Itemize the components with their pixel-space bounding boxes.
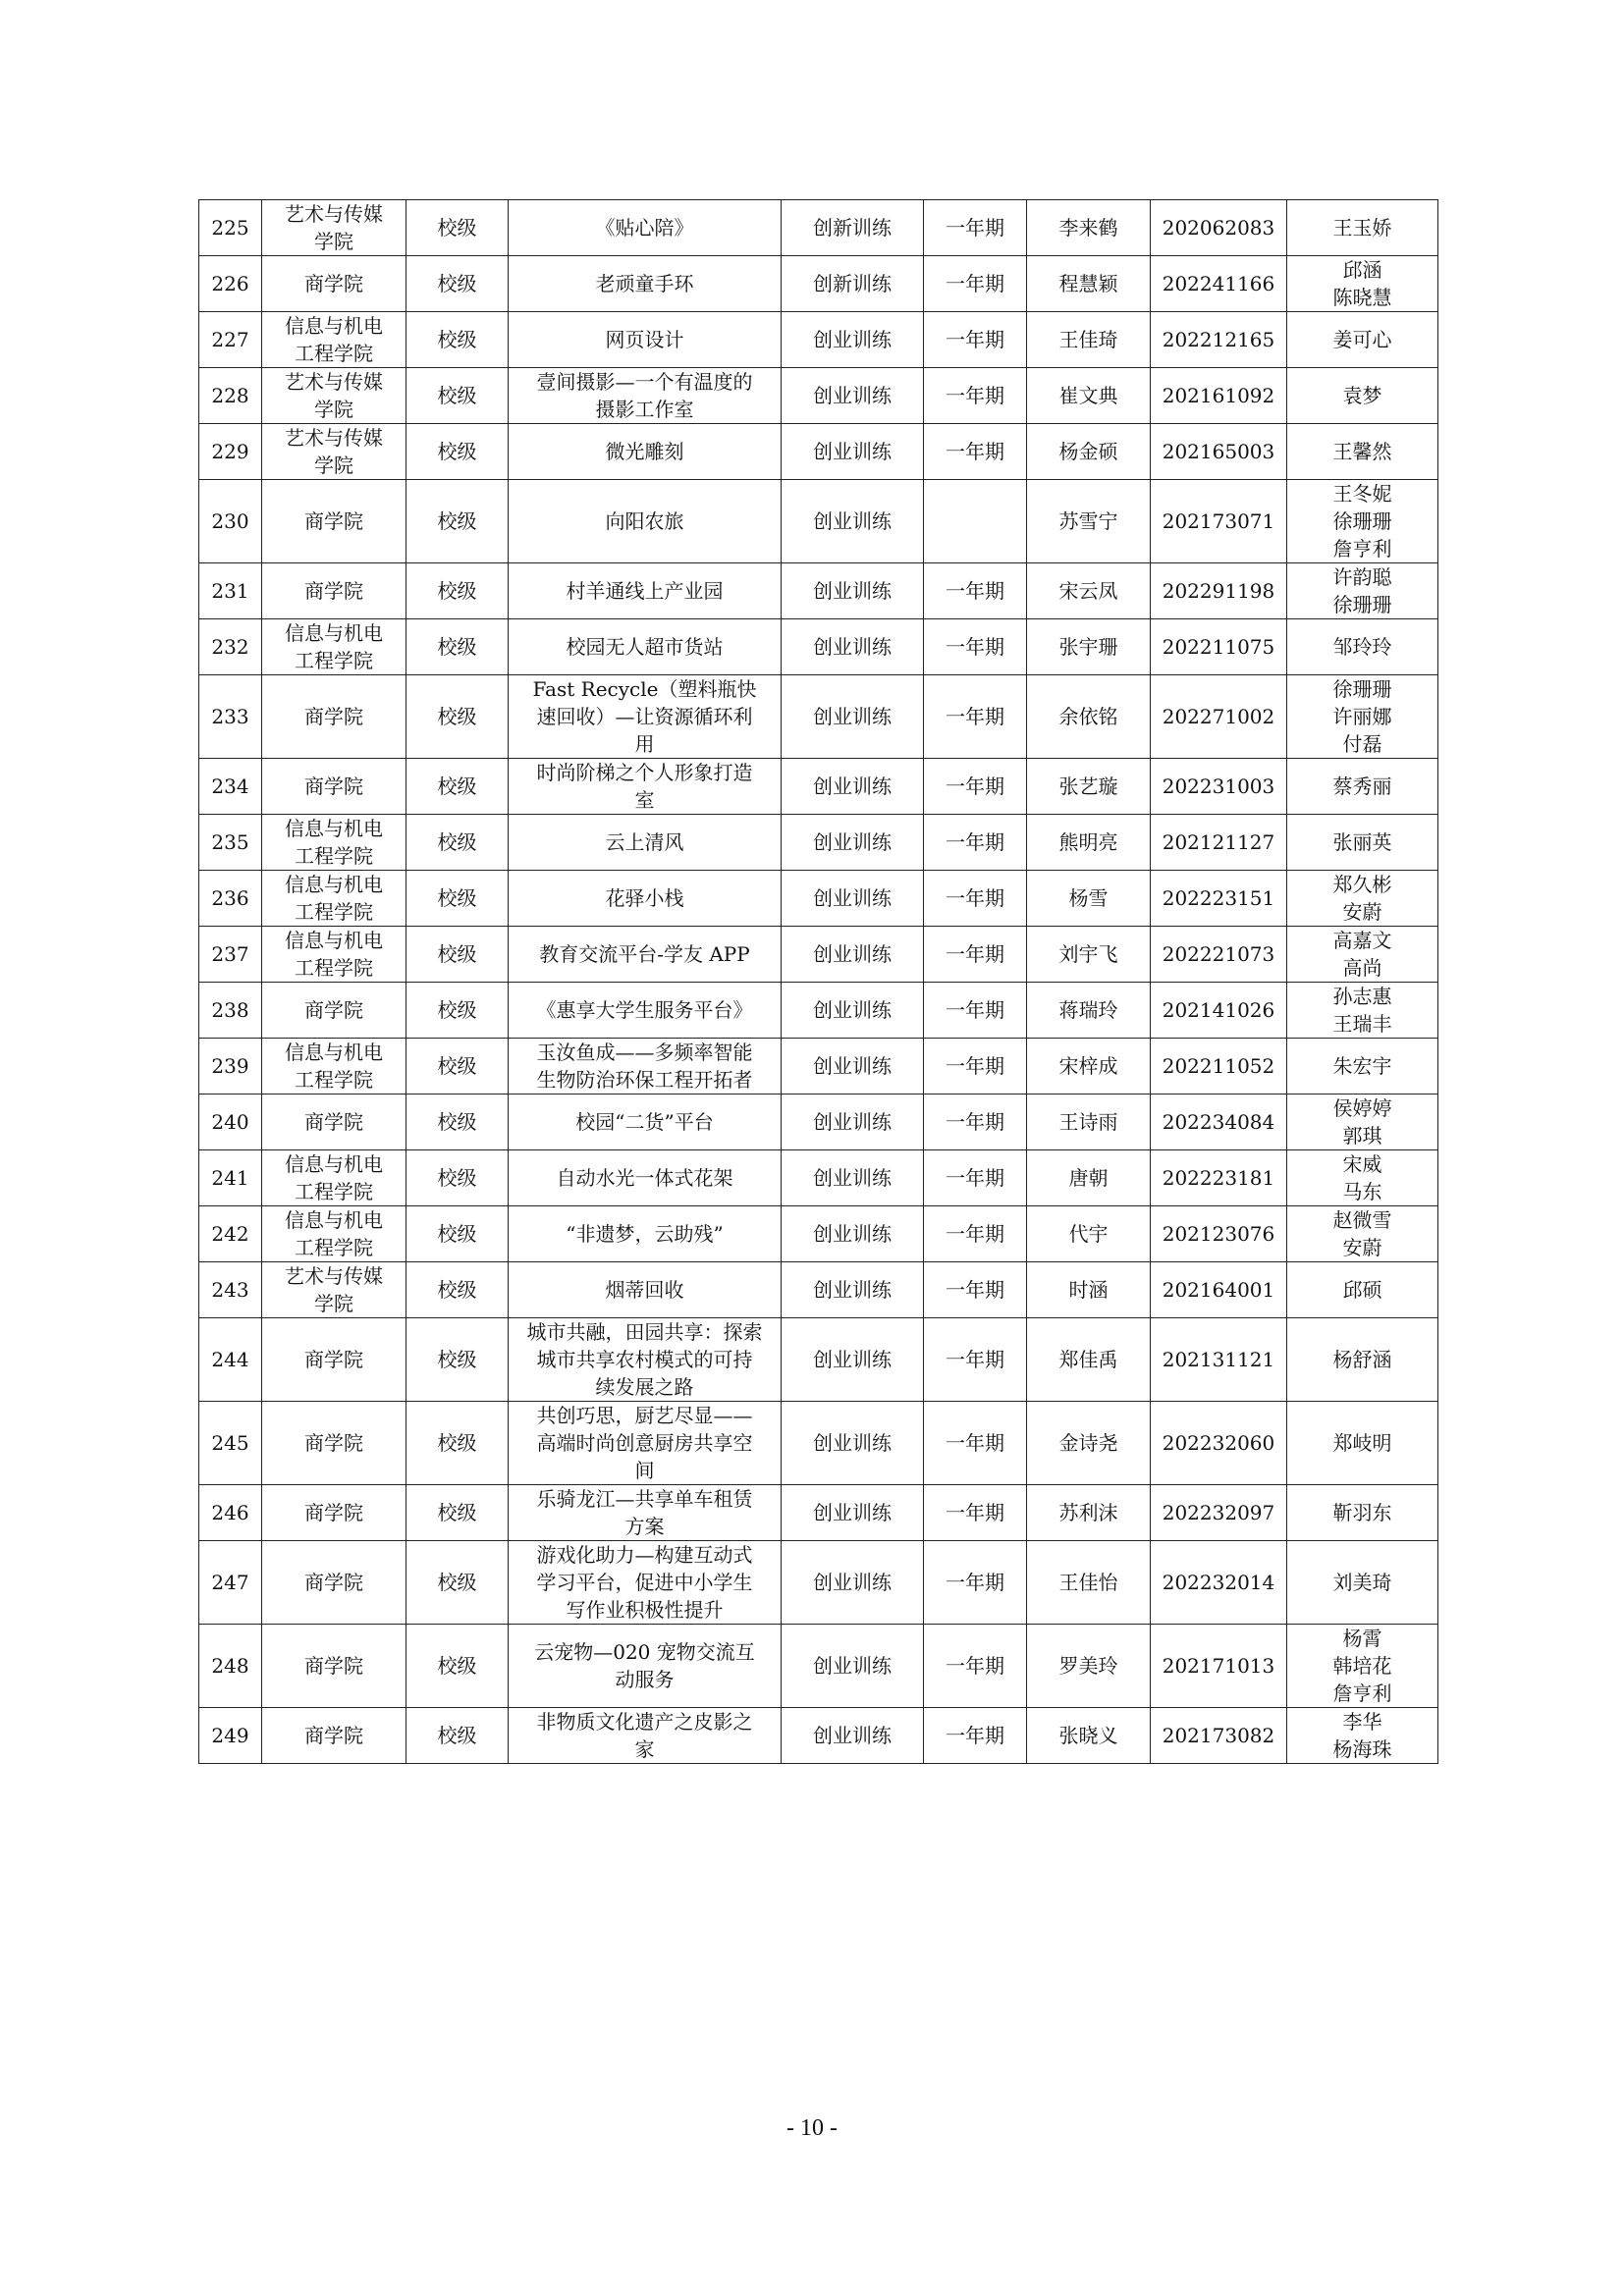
level-cell: 校级: [406, 759, 509, 815]
leader-cell: 郑佳禹: [1027, 1318, 1151, 1402]
table-row: [199, 871, 1438, 927]
college-cell: 艺术与传媒 学院: [262, 424, 406, 480]
level-cell: 校级: [406, 1150, 509, 1206]
student-id-cell: 202221073: [1151, 927, 1287, 983]
period-cell: 一年期: [924, 1095, 1027, 1150]
student-id-cell: 202291198: [1151, 563, 1287, 619]
college-cell: 艺术与传媒 学院: [262, 1262, 406, 1318]
table-row: [199, 619, 1438, 675]
level-cell: 校级: [406, 927, 509, 983]
project-name-cell: 花驿小栈: [509, 871, 782, 927]
college-cell: 商学院: [262, 1541, 406, 1625]
training-type-cell: 创业训练: [782, 480, 924, 563]
college-cell: 商学院: [262, 1708, 406, 1764]
row-number-cell: 237: [199, 927, 262, 983]
student-id-cell: 202234084: [1151, 1095, 1287, 1150]
members-cell: 袁梦: [1287, 368, 1438, 424]
leader-cell: 王佳怡: [1027, 1541, 1151, 1625]
college-cell: 商学院: [262, 759, 406, 815]
level-cell: 校级: [406, 424, 509, 480]
project-name-cell: 校园无人超市货站: [509, 619, 782, 675]
student-id-cell: 202164001: [1151, 1262, 1287, 1318]
period-cell: 一年期: [924, 815, 1027, 871]
row-number-cell: 230: [199, 480, 262, 563]
row-number-cell: 227: [199, 312, 262, 368]
level-cell: 校级: [406, 480, 509, 563]
period-cell: 一年期: [924, 1262, 1027, 1318]
members-cell: 靳羽东: [1287, 1485, 1438, 1541]
leader-cell: 李来鹤: [1027, 200, 1151, 256]
student-id-cell: 202123076: [1151, 1206, 1287, 1262]
period-cell: 一年期: [924, 368, 1027, 424]
period-cell: 一年期: [924, 927, 1027, 983]
table-row: [199, 1402, 1438, 1485]
level-cell: 校级: [406, 1625, 509, 1708]
student-id-cell: 202173071: [1151, 480, 1287, 563]
row-number-cell: 247: [199, 1541, 262, 1625]
period-cell: 一年期: [924, 1402, 1027, 1485]
row-number-cell: 243: [199, 1262, 262, 1318]
college-cell: 信息与机电 工程学院: [262, 1206, 406, 1262]
level-cell: 校级: [406, 815, 509, 871]
training-type-cell: 创业训练: [782, 424, 924, 480]
leader-cell: 苏利沫: [1027, 1485, 1151, 1541]
period-cell: 一年期: [924, 871, 1027, 927]
members-cell: 高嘉文 高尚: [1287, 927, 1438, 983]
project-name-cell: Fast Recycle（塑料瓶快 速回收）—让资源循环利 用: [509, 675, 782, 759]
table-row: [199, 480, 1438, 563]
period-cell: 一年期: [924, 1150, 1027, 1206]
table-row: [199, 1039, 1438, 1095]
leader-cell: 唐朝: [1027, 1150, 1151, 1206]
training-type-cell: 创业训练: [782, 368, 924, 424]
college-cell: 信息与机电 工程学院: [262, 1150, 406, 1206]
level-cell: 校级: [406, 1039, 509, 1095]
level-cell: 校级: [406, 1262, 509, 1318]
leader-cell: 代宇: [1027, 1206, 1151, 1262]
level-cell: 校级: [406, 983, 509, 1039]
project-name-cell: “非遗梦，云助残”: [509, 1206, 782, 1262]
period-cell: 一年期: [924, 256, 1027, 312]
row-number-cell: 236: [199, 871, 262, 927]
level-cell: 校级: [406, 563, 509, 619]
leader-cell: 王佳琦: [1027, 312, 1151, 368]
college-cell: 艺术与传媒 学院: [262, 368, 406, 424]
student-id-cell: 202062083: [1151, 200, 1287, 256]
row-number-cell: 232: [199, 619, 262, 675]
training-type-cell: 创业训练: [782, 675, 924, 759]
college-cell: 艺术与传媒 学院: [262, 200, 406, 256]
row-number-cell: 248: [199, 1625, 262, 1708]
training-type-cell: 创业训练: [782, 563, 924, 619]
level-cell: 校级: [406, 1485, 509, 1541]
college-cell: 商学院: [262, 563, 406, 619]
members-cell: 王馨然: [1287, 424, 1438, 480]
period-cell: 一年期: [924, 200, 1027, 256]
student-id-cell: 202271002: [1151, 675, 1287, 759]
leader-cell: 余依铭: [1027, 675, 1151, 759]
training-type-cell: 创新训练: [782, 256, 924, 312]
members-cell: 朱宏宇: [1287, 1039, 1438, 1095]
college-cell: 信息与机电 工程学院: [262, 871, 406, 927]
leader-cell: 张宇珊: [1027, 619, 1151, 675]
level-cell: 校级: [406, 256, 509, 312]
members-cell: 侯婷婷 郭琪: [1287, 1095, 1438, 1150]
period-cell: 一年期: [924, 312, 1027, 368]
project-name-cell: 村羊通线上产业园: [509, 563, 782, 619]
level-cell: 校级: [406, 619, 509, 675]
table-row: [199, 1708, 1438, 1764]
college-cell: 商学院: [262, 480, 406, 563]
leader-cell: 苏雪宁: [1027, 480, 1151, 563]
table-row: [199, 1150, 1438, 1206]
project-name-cell: 《贴心陪》: [509, 200, 782, 256]
row-number-cell: 229: [199, 424, 262, 480]
period-cell: 一年期: [924, 1708, 1027, 1764]
college-cell: 商学院: [262, 256, 406, 312]
college-cell: 商学院: [262, 1318, 406, 1402]
level-cell: 校级: [406, 312, 509, 368]
project-name-cell: 游戏化助力—构建互动式 学习平台，促进中小学生 写作业积极性提升: [509, 1541, 782, 1625]
table-row: [199, 675, 1438, 759]
college-cell: 商学院: [262, 983, 406, 1039]
training-type-cell: 创业训练: [782, 1625, 924, 1708]
training-type-cell: 创业训练: [782, 1318, 924, 1402]
training-type-cell: 创业训练: [782, 815, 924, 871]
members-cell: 杨舒涵: [1287, 1318, 1438, 1402]
leader-cell: 金诗尧: [1027, 1402, 1151, 1485]
table-row: [199, 1541, 1438, 1625]
row-number-cell: 241: [199, 1150, 262, 1206]
training-type-cell: 创业训练: [782, 1039, 924, 1095]
members-cell: 徐珊珊 许丽娜 付磊: [1287, 675, 1438, 759]
members-cell: 邹玲玲: [1287, 619, 1438, 675]
row-number-cell: 239: [199, 1039, 262, 1095]
student-id-cell: 202232097: [1151, 1485, 1287, 1541]
period-cell: 一年期: [924, 619, 1027, 675]
student-id-cell: 202212165: [1151, 312, 1287, 368]
table-row: [199, 256, 1438, 312]
table-row: [199, 1262, 1438, 1318]
members-cell: 杨霄 韩培花 詹亨利: [1287, 1625, 1438, 1708]
college-cell: 商学院: [262, 1402, 406, 1485]
student-id-cell: 202232060: [1151, 1402, 1287, 1485]
project-name-cell: 向阳农旅: [509, 480, 782, 563]
training-type-cell: 创业训练: [782, 759, 924, 815]
college-cell: 商学院: [262, 1625, 406, 1708]
table-row: [199, 759, 1438, 815]
members-cell: 刘美琦: [1287, 1541, 1438, 1625]
project-name-cell: 共创巧思，厨艺尽显—— 高端时尚创意厨房共享空 间: [509, 1402, 782, 1485]
student-id-cell: 202241166: [1151, 256, 1287, 312]
leader-cell: 程慧颖: [1027, 256, 1151, 312]
project-name-cell: 城市共融，田园共享：探索 城市共享农村模式的可持 续发展之路: [509, 1318, 782, 1402]
row-number-cell: 245: [199, 1402, 262, 1485]
period-cell: 一年期: [924, 1318, 1027, 1402]
training-type-cell: 创业训练: [782, 927, 924, 983]
training-type-cell: 创业训练: [782, 1485, 924, 1541]
row-number-cell: 238: [199, 983, 262, 1039]
table-row: [199, 563, 1438, 619]
student-id-cell: 202211052: [1151, 1039, 1287, 1095]
training-type-cell: 创业训练: [782, 312, 924, 368]
college-cell: 商学院: [262, 1485, 406, 1541]
project-name-cell: 微光雕刻: [509, 424, 782, 480]
members-cell: 蔡秀丽: [1287, 759, 1438, 815]
student-id-cell: 202173082: [1151, 1708, 1287, 1764]
student-id-cell: 202131121: [1151, 1318, 1287, 1402]
row-number-cell: 233: [199, 675, 262, 759]
period-cell: 一年期: [924, 759, 1027, 815]
period-cell: 一年期: [924, 1039, 1027, 1095]
period-cell: 一年期: [924, 1625, 1027, 1708]
student-id-cell: 202211075: [1151, 619, 1287, 675]
project-name-cell: 云上清风: [509, 815, 782, 871]
row-number-cell: 226: [199, 256, 262, 312]
period-cell: 一年期: [924, 1485, 1027, 1541]
project-table: [198, 199, 1438, 1764]
row-number-cell: 249: [199, 1708, 262, 1764]
period-cell: [924, 480, 1027, 563]
table-row: [199, 1318, 1438, 1402]
leader-cell: 张艺璇: [1027, 759, 1151, 815]
page-number: - 10 -: [786, 2115, 838, 2141]
period-cell: 一年期: [924, 1541, 1027, 1625]
project-name-cell: 教育交流平台-学友 APP: [509, 927, 782, 983]
training-type-cell: 创业训练: [782, 1095, 924, 1150]
members-cell: 张丽英: [1287, 815, 1438, 871]
table-row: [199, 1206, 1438, 1262]
table-row: [199, 424, 1438, 480]
row-number-cell: 234: [199, 759, 262, 815]
members-cell: 孙志惠 王瑞丰: [1287, 983, 1438, 1039]
training-type-cell: 创新训练: [782, 200, 924, 256]
period-cell: 一年期: [924, 983, 1027, 1039]
leader-cell: 王诗雨: [1027, 1095, 1151, 1150]
student-id-cell: 202232014: [1151, 1541, 1287, 1625]
college-cell: 信息与机电 工程学院: [262, 619, 406, 675]
level-cell: 校级: [406, 1708, 509, 1764]
leader-cell: 杨金硕: [1027, 424, 1151, 480]
training-type-cell: 创业训练: [782, 871, 924, 927]
period-cell: 一年期: [924, 1206, 1027, 1262]
student-id-cell: 202171013: [1151, 1625, 1287, 1708]
project-name-cell: 《惠享大学生服务平台》: [509, 983, 782, 1039]
training-type-cell: 创业训练: [782, 1206, 924, 1262]
leader-cell: 宋梓成: [1027, 1039, 1151, 1095]
college-cell: 商学院: [262, 675, 406, 759]
student-id-cell: 202223151: [1151, 871, 1287, 927]
student-id-cell: 202223181: [1151, 1150, 1287, 1206]
leader-cell: 时涵: [1027, 1262, 1151, 1318]
level-cell: 校级: [406, 1095, 509, 1150]
project-name-cell: 校园“二货”平台: [509, 1095, 782, 1150]
student-id-cell: 202141026: [1151, 983, 1287, 1039]
period-cell: 一年期: [924, 424, 1027, 480]
college-cell: 信息与机电 工程学院: [262, 312, 406, 368]
members-cell: 邱硕: [1287, 1262, 1438, 1318]
project-name-cell: 云宠物—020 宠物交流互 动服务: [509, 1625, 782, 1708]
training-type-cell: 创业训练: [782, 1541, 924, 1625]
college-cell: 信息与机电 工程学院: [262, 1039, 406, 1095]
student-id-cell: 202121127: [1151, 815, 1287, 871]
table-row: [199, 312, 1438, 368]
row-number-cell: 225: [199, 200, 262, 256]
row-number-cell: 240: [199, 1095, 262, 1150]
level-cell: 校级: [406, 1206, 509, 1262]
project-name-cell: 乐骑龙江—共享单车租赁 方案: [509, 1485, 782, 1541]
training-type-cell: 创业训练: [782, 1150, 924, 1206]
leader-cell: 张晓义: [1027, 1708, 1151, 1764]
members-cell: 王冬妮 徐珊珊 詹亨利: [1287, 480, 1438, 563]
training-type-cell: 创业训练: [782, 1262, 924, 1318]
members-cell: 郑久彬 安蔚: [1287, 871, 1438, 927]
row-number-cell: 244: [199, 1318, 262, 1402]
project-name-cell: 非物质文化遗产之皮影之 家: [509, 1708, 782, 1764]
student-id-cell: 202231003: [1151, 759, 1287, 815]
members-cell: 宋威 马东: [1287, 1150, 1438, 1206]
project-name-cell: 自动水光一体式花架: [509, 1150, 782, 1206]
row-number-cell: 246: [199, 1485, 262, 1541]
student-id-cell: 202165003: [1151, 424, 1287, 480]
leader-cell: 蒋瑞玲: [1027, 983, 1151, 1039]
project-name-cell: 壹间摄影—一个有温度的 摄影工作室: [509, 368, 782, 424]
table-row: [199, 368, 1438, 424]
training-type-cell: 创业训练: [782, 619, 924, 675]
training-type-cell: 创业训练: [782, 983, 924, 1039]
training-type-cell: 创业训练: [782, 1708, 924, 1764]
table-row: [199, 1625, 1438, 1708]
level-cell: 校级: [406, 368, 509, 424]
college-cell: 信息与机电 工程学院: [262, 927, 406, 983]
level-cell: 校级: [406, 871, 509, 927]
table-row: [199, 1095, 1438, 1150]
members-cell: 邱涵 陈晓慧: [1287, 256, 1438, 312]
leader-cell: 刘宇飞: [1027, 927, 1151, 983]
project-name-cell: 时尚阶梯之个人形象打造 室: [509, 759, 782, 815]
college-cell: 信息与机电 工程学院: [262, 815, 406, 871]
college-cell: 商学院: [262, 1095, 406, 1150]
level-cell: 校级: [406, 200, 509, 256]
members-cell: 许韵聪 徐珊珊: [1287, 563, 1438, 619]
level-cell: 校级: [406, 675, 509, 759]
row-number-cell: 242: [199, 1206, 262, 1262]
row-number-cell: 228: [199, 368, 262, 424]
project-name-cell: 老顽童手环: [509, 256, 782, 312]
table-row: [199, 1485, 1438, 1541]
leader-cell: 宋云凤: [1027, 563, 1151, 619]
project-name-cell: 玉汝鱼成——多频率智能 生物防治环保工程开拓者: [509, 1039, 782, 1095]
members-cell: 姜可心: [1287, 312, 1438, 368]
level-cell: 校级: [406, 1402, 509, 1485]
table-row: [199, 983, 1438, 1039]
table-body: [199, 200, 1438, 1764]
period-cell: 一年期: [924, 563, 1027, 619]
period-cell: 一年期: [924, 675, 1027, 759]
leader-cell: 杨雪: [1027, 871, 1151, 927]
row-number-cell: 235: [199, 815, 262, 871]
members-cell: 李华 杨海珠: [1287, 1708, 1438, 1764]
table-row: [199, 200, 1438, 256]
project-name-cell: 烟蒂回收: [509, 1262, 782, 1318]
table-row: [199, 927, 1438, 983]
level-cell: 校级: [406, 1318, 509, 1402]
project-name-cell: 网页设计: [509, 312, 782, 368]
leader-cell: 崔文典: [1027, 368, 1151, 424]
members-cell: 郑岐明: [1287, 1402, 1438, 1485]
table-row: [199, 815, 1438, 871]
members-cell: 王玉娇: [1287, 200, 1438, 256]
members-cell: 赵微雪 安蔚: [1287, 1206, 1438, 1262]
level-cell: 校级: [406, 1541, 509, 1625]
student-id-cell: 202161092: [1151, 368, 1287, 424]
leader-cell: 熊明亮: [1027, 815, 1151, 871]
training-type-cell: 创业训练: [782, 1402, 924, 1485]
row-number-cell: 231: [199, 563, 262, 619]
leader-cell: 罗美玲: [1027, 1625, 1151, 1708]
